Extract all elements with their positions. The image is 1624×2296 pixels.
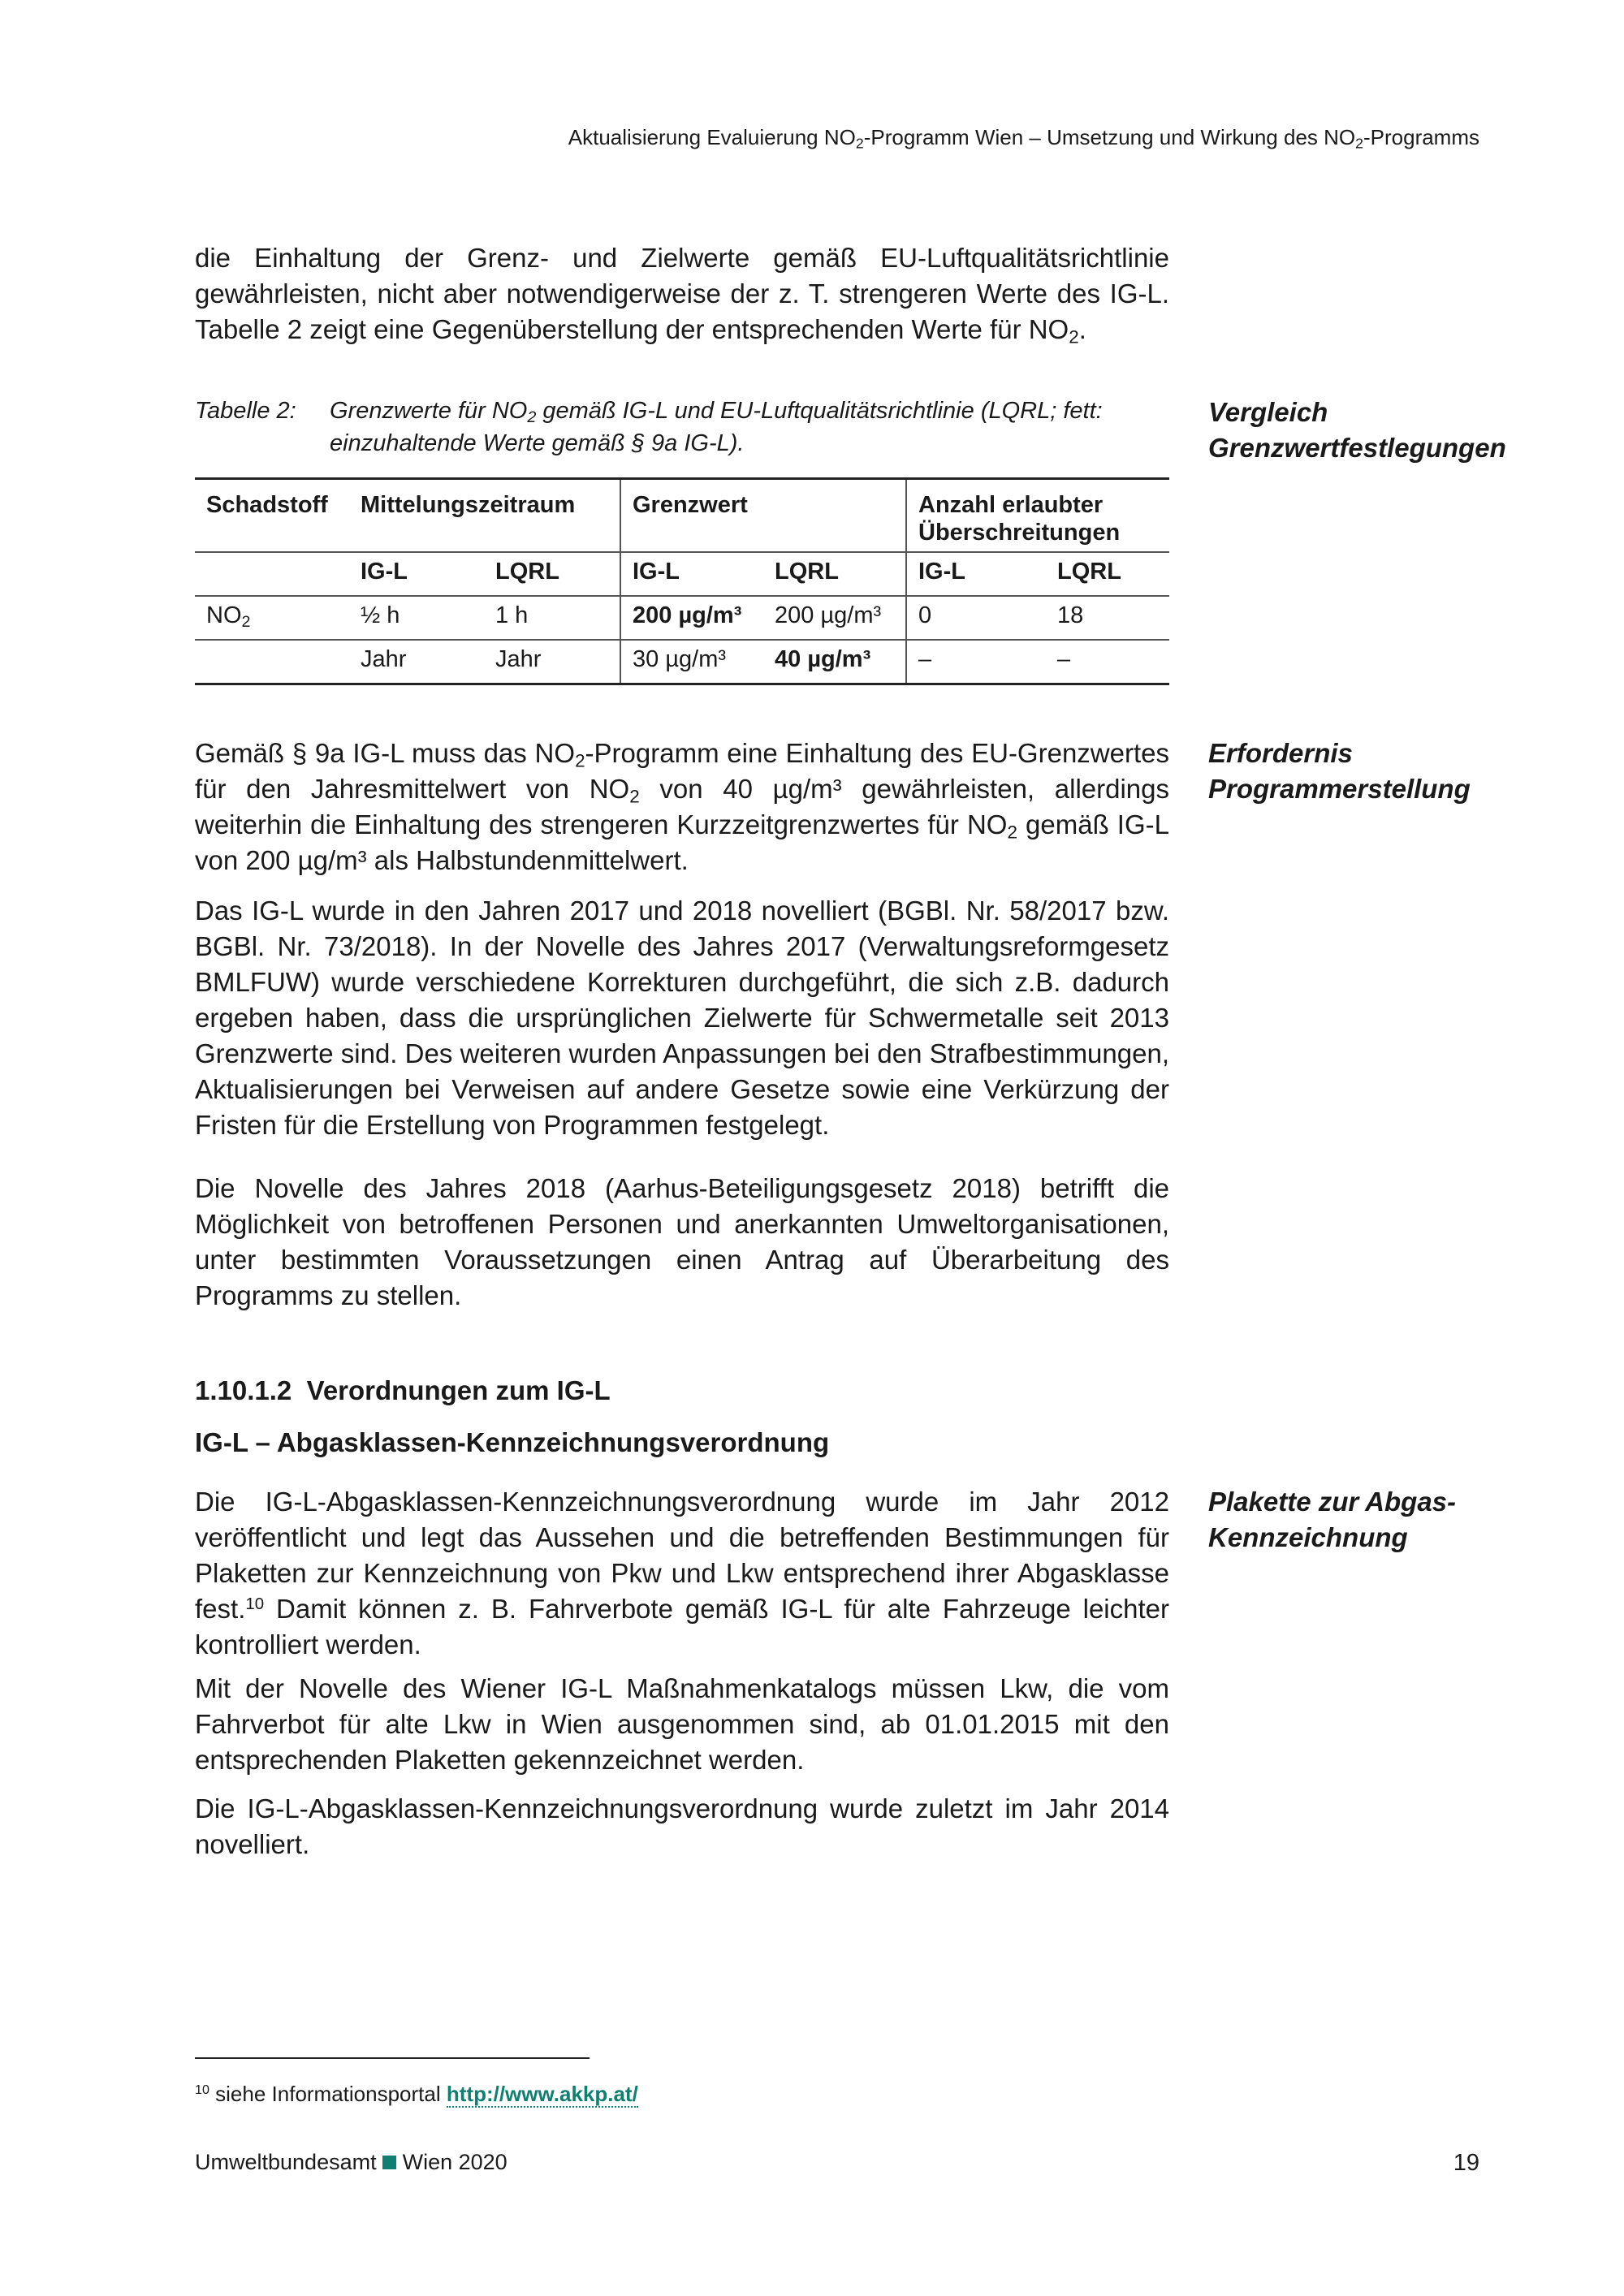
table-cell: 0 bbox=[906, 596, 1046, 640]
header-cell bbox=[195, 552, 349, 596]
subheader-cell: LQRL bbox=[1046, 552, 1169, 596]
table-header-row bbox=[195, 479, 1169, 553]
subheader-cell: IG-L bbox=[906, 552, 1046, 596]
header-text: Aktualisierung Evaluierung NO bbox=[568, 125, 856, 149]
table-cell: ½ h bbox=[349, 596, 484, 640]
table-cell: 18 bbox=[1046, 596, 1169, 640]
table-cell: 1 h bbox=[484, 596, 620, 640]
table-cell: Jahr bbox=[484, 640, 620, 684]
footnote-reference[interactable]: 10 bbox=[245, 1594, 265, 1613]
table-subheader-row bbox=[195, 552, 1169, 596]
subheader-cell: LQRL bbox=[763, 552, 906, 596]
footer-left bbox=[195, 2150, 508, 2175]
footnote-divider bbox=[195, 2057, 590, 2059]
paragraph-intro bbox=[195, 240, 1169, 347]
caption-label: Tabelle 2: bbox=[195, 398, 296, 424]
header-subscript: 2 bbox=[1355, 135, 1363, 152]
paragraph-gemaess bbox=[195, 736, 1169, 878]
paragraph-text: Gemäß § 9a IG-L muss das NO bbox=[195, 738, 576, 768]
paragraph-text: die Einhaltung der Grenz- und Zielwerte gemäß EU-Luftqualitätsrichtlinie gewährleisten, nicht aber notwendigerweise der z. T. strengeren Werte des IG-L. Tabelle 2 zeigt eine Gegenüberstellung der entsprechenden Werte für NO bbox=[195, 243, 1169, 344]
header-subscript: 2 bbox=[855, 135, 864, 152]
pollutant-name: NO bbox=[206, 602, 242, 628]
footnote-text: siehe Informationsportal bbox=[215, 2082, 441, 2106]
subheader-cell: LQRL bbox=[484, 552, 620, 596]
header-cell: Schadstoff bbox=[195, 479, 349, 553]
footer-place-year: Wien 2020 bbox=[402, 2150, 508, 2174]
section-title: Verordnungen zum IG-L bbox=[306, 1375, 611, 1405]
paragraph-novelle-2018: Die Novelle des Jahres 2018 (Aarhus-Beteiligungsgesetz 2018) betrifft die Möglichkeit von betroffenen Personen und anerkannten Umweltorganisationen, unter bestimmten Voraussetzungen einen Antrag auf Überarbeitung des Programms zu stellen. bbox=[195, 1173, 1169, 1310]
paragraph-text: von 40 µg/m³ gewährleisten, allerdings weiterhin die Einhaltung des strengeren Kurzzeitgrenzwertes für NO bbox=[195, 774, 1170, 839]
table-cell: – bbox=[906, 640, 1046, 684]
header-text: -Programms bbox=[1363, 125, 1479, 149]
paragraph-text: Damit können z. B. Fahrverbote gemäß IG-L für alte Fahrzeuge leichter kontrolliert werden. bbox=[195, 1594, 1169, 1659]
margin-note-erfordernis: Erfordernis Programmerstellung bbox=[1208, 738, 1471, 804]
subscript: 2 bbox=[527, 408, 537, 426]
footnote bbox=[195, 2082, 638, 2107]
section-number: 1.10.1.2 bbox=[195, 1375, 292, 1405]
header-cell: Mittelungszeitraum bbox=[349, 479, 620, 553]
caption-text-part: Grenzwerte für NO bbox=[330, 398, 528, 424]
table-cell: 200 µg/m³ bbox=[763, 596, 906, 640]
page-number: 19 bbox=[1453, 2150, 1479, 2176]
subscript: 2 bbox=[575, 750, 585, 771]
table-cell: 200 µg/m³ bbox=[620, 596, 763, 640]
header-text: -Programm Wien – Umsetzung und Wirkung des NO bbox=[863, 125, 1356, 149]
caption-text-part: gemäß IG-L und EU-Luftqualitätsrichtlinie (LQRL; fett: einzuhaltende Werte gemäß § 9a IG-L). bbox=[330, 398, 1103, 456]
paragraph-text: gemäß IG-L von 200 µg/m³ als Halbstundenmittelwert. bbox=[195, 809, 1169, 875]
margin-note-vergleich: Vergleich Grenzwertfestlegungen bbox=[1208, 397, 1506, 463]
header-cell: Anzahl erlaubter Überschreitungen bbox=[906, 479, 1169, 553]
paragraph-text: . bbox=[1078, 314, 1086, 344]
paragraph-zuletzt: Die IG-L-Abgasklassen-Kennzeichnungsverordnung wurde zuletzt im Jahr 2014 novelliert. bbox=[195, 1793, 1169, 1859]
footnote-number: 10 bbox=[195, 2082, 209, 2098]
pollutant-cell bbox=[195, 596, 349, 640]
paragraph-text: -Programm eine Einhaltung des EU-Grenzwertes für den Jahresmittelwert von NO bbox=[195, 738, 1169, 804]
table-cell bbox=[195, 640, 349, 684]
margin-note-plakette: Plakette zur Abgas-Kennzeichnung bbox=[1208, 1487, 1457, 1552]
subsection-heading: IG-L – Abgasklassen-Kennzeichnungsverordnung bbox=[195, 1427, 830, 1457]
subscript: 2 bbox=[1007, 822, 1017, 843]
table-cell: – bbox=[1046, 640, 1169, 684]
paragraph-text: Die IG-L-Abgasklassen-Kennzeichnungsverordnung wurde im Jahr 2012 veröffentlicht und legt das Aussehen und die betreffenden Bestimmungen für Plaketten zur Kennzeichnung von Pkw und Lkw entsprechend ihrer Abgasklasse fest. bbox=[195, 1487, 1169, 1624]
paragraph-lkw: Mit der Novelle des Wiener IG-L Maßnahmenkatalogs müssen Lkw, die vom Fahrverbot für alte Lkw in Wien ausgenommen sind, ab 01.01.2015 mit den entsprechenden Plaketten gekennzeichnet werden. bbox=[195, 1673, 1169, 1775]
table-row bbox=[195, 640, 1169, 684]
table-caption bbox=[195, 395, 1169, 460]
caption-text bbox=[330, 395, 1169, 460]
header-cell: Grenzwert bbox=[620, 479, 906, 553]
subscript: 2 bbox=[1069, 326, 1079, 347]
paragraph-verordnung bbox=[195, 1484, 1169, 1663]
subscript: 2 bbox=[629, 786, 640, 807]
running-header bbox=[195, 125, 1479, 150]
subheader-cell: IG-L bbox=[349, 552, 484, 596]
section-heading bbox=[195, 1375, 611, 1406]
footer-org: Umweltbundesamt bbox=[195, 2150, 377, 2174]
limit-values-table bbox=[195, 477, 1169, 685]
paragraph-novelle-2017: Das IG-L wurde in den Jahren 2017 und 2018 novelliert (BGBl. Nr. 58/2017 bzw. BGBl. Nr. 73/2018). In der Novelle des Jahres 2017 (Verwaltungsreformgesetz BMLFUW) wurde verschiedene Korrekturen durchgeführt, die sich z.B. dadurch ergeben haben, dass die ursprünglichen Zielwerte für Schwermetalle seit 2013 Grenzwerte sind. Des weiteren wurden Anpassungen bei den Strafbestimmungen, Aktualisierungen bei Verweisen auf andere Gesetze sowie eine Verkürzung der Fristen für die Erstellung von Programmen festgelegt. bbox=[195, 896, 1169, 1140]
subheader-cell: IG-L bbox=[620, 552, 763, 596]
table-cell: Jahr bbox=[349, 640, 484, 684]
footnote-link[interactable]: http://www.akkp.at/ bbox=[446, 2082, 638, 2106]
square-bullet-icon bbox=[382, 2156, 396, 2169]
subscript: 2 bbox=[241, 612, 251, 631]
table-cell: 30 µg/m³ bbox=[620, 640, 763, 684]
table-row bbox=[195, 596, 1169, 640]
table-cell: 40 µg/m³ bbox=[763, 640, 906, 684]
